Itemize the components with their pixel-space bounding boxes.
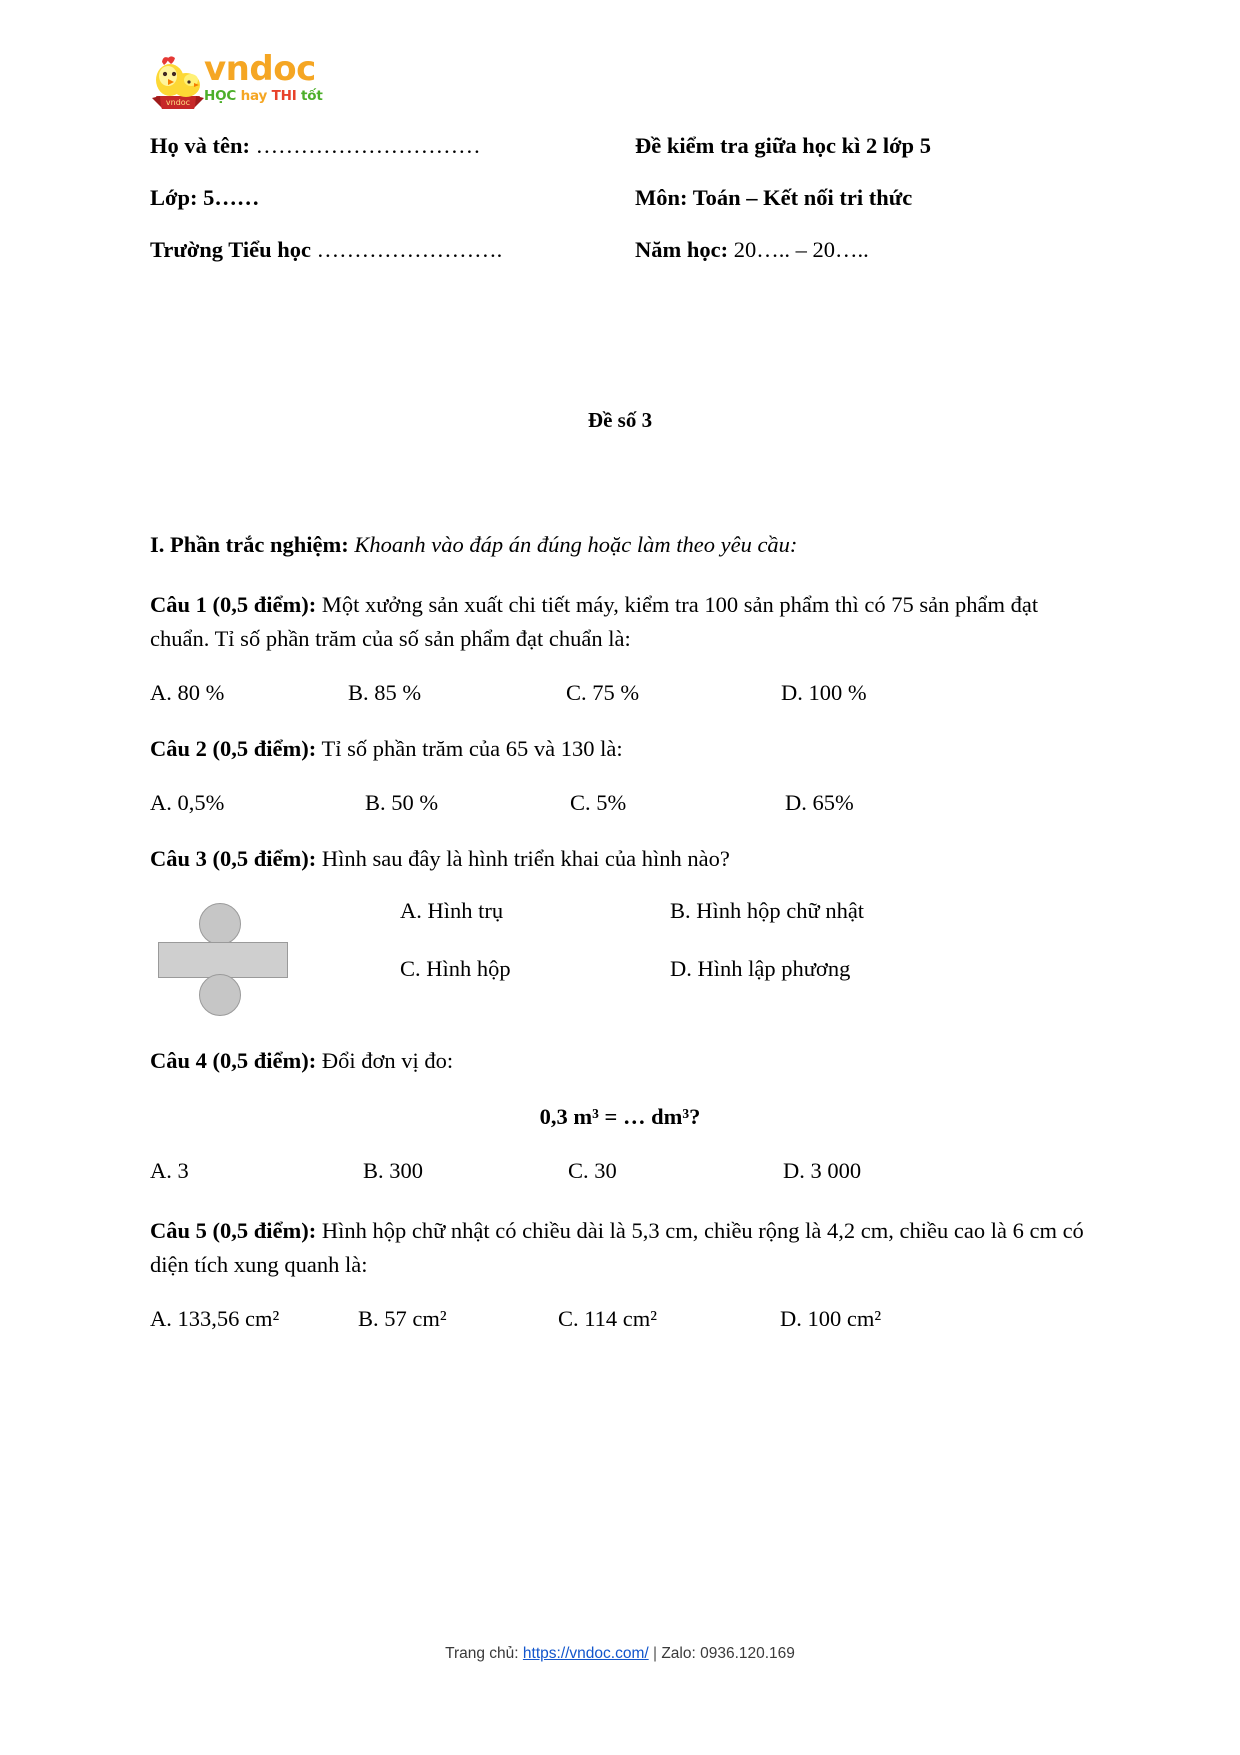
question-3-option-c[interactable]: C. Hình hộp (400, 956, 511, 981)
school-dots: ……………………. (311, 237, 503, 262)
footer-separator: | (648, 1645, 662, 1662)
student-name-label: Họ và tên: (150, 133, 250, 158)
exam-title (635, 132, 1090, 160)
student-name-field (150, 132, 635, 160)
question-5-option-b[interactable]: B. 57 cm² (358, 1306, 447, 1331)
question-4 (150, 1044, 1090, 1188)
logo-wordmark: vndoc (204, 49, 316, 89)
question-2-label: Câu 2 (0,5 điểm): (150, 736, 317, 761)
exam-header-fields (150, 132, 1090, 288)
cylinder-net-figure (158, 900, 288, 1018)
question-5-body: Hình hộp chữ nhật có chiều dài là 5,3 cm, chiều rộng là 4,2 cm, chiều cao là 6 cm có diện tích xung quanh là: (150, 1218, 1084, 1277)
subject-field (635, 184, 1090, 212)
question-2-option-b[interactable]: B. 50 % (365, 790, 439, 815)
net-bottom-circle (199, 974, 241, 1016)
page-footer (0, 1645, 1240, 1663)
question-2-body: Tỉ số phần trăm của 65 và 130 là: (316, 736, 623, 761)
question-3-option-b[interactable]: B. Hình hộp chữ nhật (670, 898, 865, 923)
section-heading-bold: I. Phần trắc nghiệm: (150, 532, 349, 557)
footer-homepage-link[interactable]: https://vndoc.com/ (522, 1645, 649, 1662)
question-2-option-d[interactable]: D. 65% (785, 790, 854, 815)
exam-title-label: Đề kiểm tra giữa học kì 2 lớp 5 (635, 133, 931, 158)
question-5-label: Câu 5 (0,5 điểm): (150, 1218, 317, 1243)
question-5 (150, 1214, 1090, 1336)
logo-tagline (204, 88, 322, 104)
footer-zalo: Zalo: 0936.120.169 (661, 1645, 795, 1662)
question-5-option-a[interactable]: A. 133,56 cm² (150, 1306, 280, 1331)
subject-label: Môn: Toán – Kết nối tri thức (635, 185, 913, 210)
question-3-option-a[interactable]: A. Hình trụ (400, 898, 504, 923)
question-4-option-d[interactable]: D. 3 000 (783, 1158, 862, 1183)
question-3-label: Câu 3 (0,5 điểm): (150, 846, 317, 871)
question-2 (150, 732, 1090, 820)
question-4-label: Câu 4 (0,5 điểm): (150, 1048, 317, 1073)
question-1-option-c[interactable]: C. 75 % (566, 680, 640, 705)
question-3-options-row-2 (400, 952, 1090, 986)
question-3-body-row (150, 894, 1090, 1018)
question-5-option-c[interactable]: C. 114 cm² (558, 1306, 658, 1331)
question-3-body: Hình sau đây là hình triển khai của hình nào? (316, 846, 730, 871)
vndoc-logo (150, 49, 323, 118)
question-1-text (150, 588, 1090, 656)
school-year-value: 20….. – 20….. (728, 237, 869, 262)
class-label: Lớp: 5…… (150, 185, 260, 210)
exam-body (150, 528, 1090, 1358)
question-3-options (400, 894, 1090, 986)
question-3-option-d[interactable]: D. Hình lập phương (670, 956, 851, 981)
question-4-text (150, 1044, 1090, 1078)
question-5-options (150, 1302, 1090, 1336)
question-3 (150, 842, 1090, 1018)
exam-number-heading: Đề số 3 (587, 408, 653, 432)
question-4-option-c[interactable]: C. 30 (568, 1158, 617, 1183)
question-1-label: Câu 1 (0,5 điểm): (150, 592, 317, 617)
question-2-option-c[interactable]: C. 5% (570, 790, 627, 815)
header-row (150, 132, 1090, 160)
footer-prefix: Trang chủ: (445, 1645, 523, 1662)
net-top-circle (199, 903, 241, 945)
question-4-body: Đổi đơn vị đo: (316, 1048, 454, 1073)
question-3-options-row-1 (400, 894, 1090, 928)
question-1-option-d[interactable]: D. 100 % (781, 680, 867, 705)
question-5-text (150, 1214, 1090, 1282)
question-3-text (150, 842, 1090, 876)
question-1-body: Một xưởng sản xuất chi tiết máy, kiểm tra 100 sản phẩm thì có 75 sản phẩm đạt chuẩn. Tỉ số phần trăm của số sản phẩm đạt chuẩn là: (150, 592, 1039, 651)
section-heading-part-1 (150, 528, 1090, 562)
chick-mascot-icon (150, 52, 206, 114)
question-2-options (150, 786, 1090, 820)
header-row (150, 184, 1090, 212)
logo-tagline-hoc: HỌC (204, 88, 237, 104)
logo-tagline-thi: THI (271, 88, 297, 104)
section-heading-italic: Khoanh vào đáp án đúng hoặc làm theo yêu cầu: (348, 532, 798, 557)
school-label: Trường Tiểu học (150, 237, 311, 262)
question-3-figure-column (150, 894, 400, 1018)
logo-tagline-tot: tốt (301, 88, 323, 104)
school-year-field (635, 236, 1090, 264)
net-lateral-rectangle (158, 942, 288, 978)
school-field (150, 236, 635, 264)
question-2-text (150, 732, 1090, 766)
class-field (150, 184, 635, 212)
question-1 (150, 588, 1090, 710)
question-4-option-b[interactable]: B. 300 (363, 1158, 424, 1183)
question-1-options (150, 676, 1090, 710)
question-4-options (150, 1154, 1090, 1188)
logo-tagline-hay: hay (240, 88, 268, 104)
question-4-option-a[interactable]: A. 3 (150, 1158, 189, 1183)
svg-text:vndoc: vndoc (165, 98, 191, 107)
question-2-option-a[interactable]: A. 0,5% (150, 790, 225, 815)
school-year-label: Năm học: (635, 237, 729, 262)
question-1-option-a[interactable]: A. 80 % (150, 680, 225, 705)
question-1-option-b[interactable]: B. 85 % (348, 680, 422, 705)
question-4-formula: 0,3 m³ = … dm³? (539, 1104, 701, 1129)
student-name-dots: ………………………… (250, 133, 481, 158)
question-5-option-d[interactable]: D. 100 cm² (780, 1306, 882, 1331)
header-row (150, 236, 1090, 264)
